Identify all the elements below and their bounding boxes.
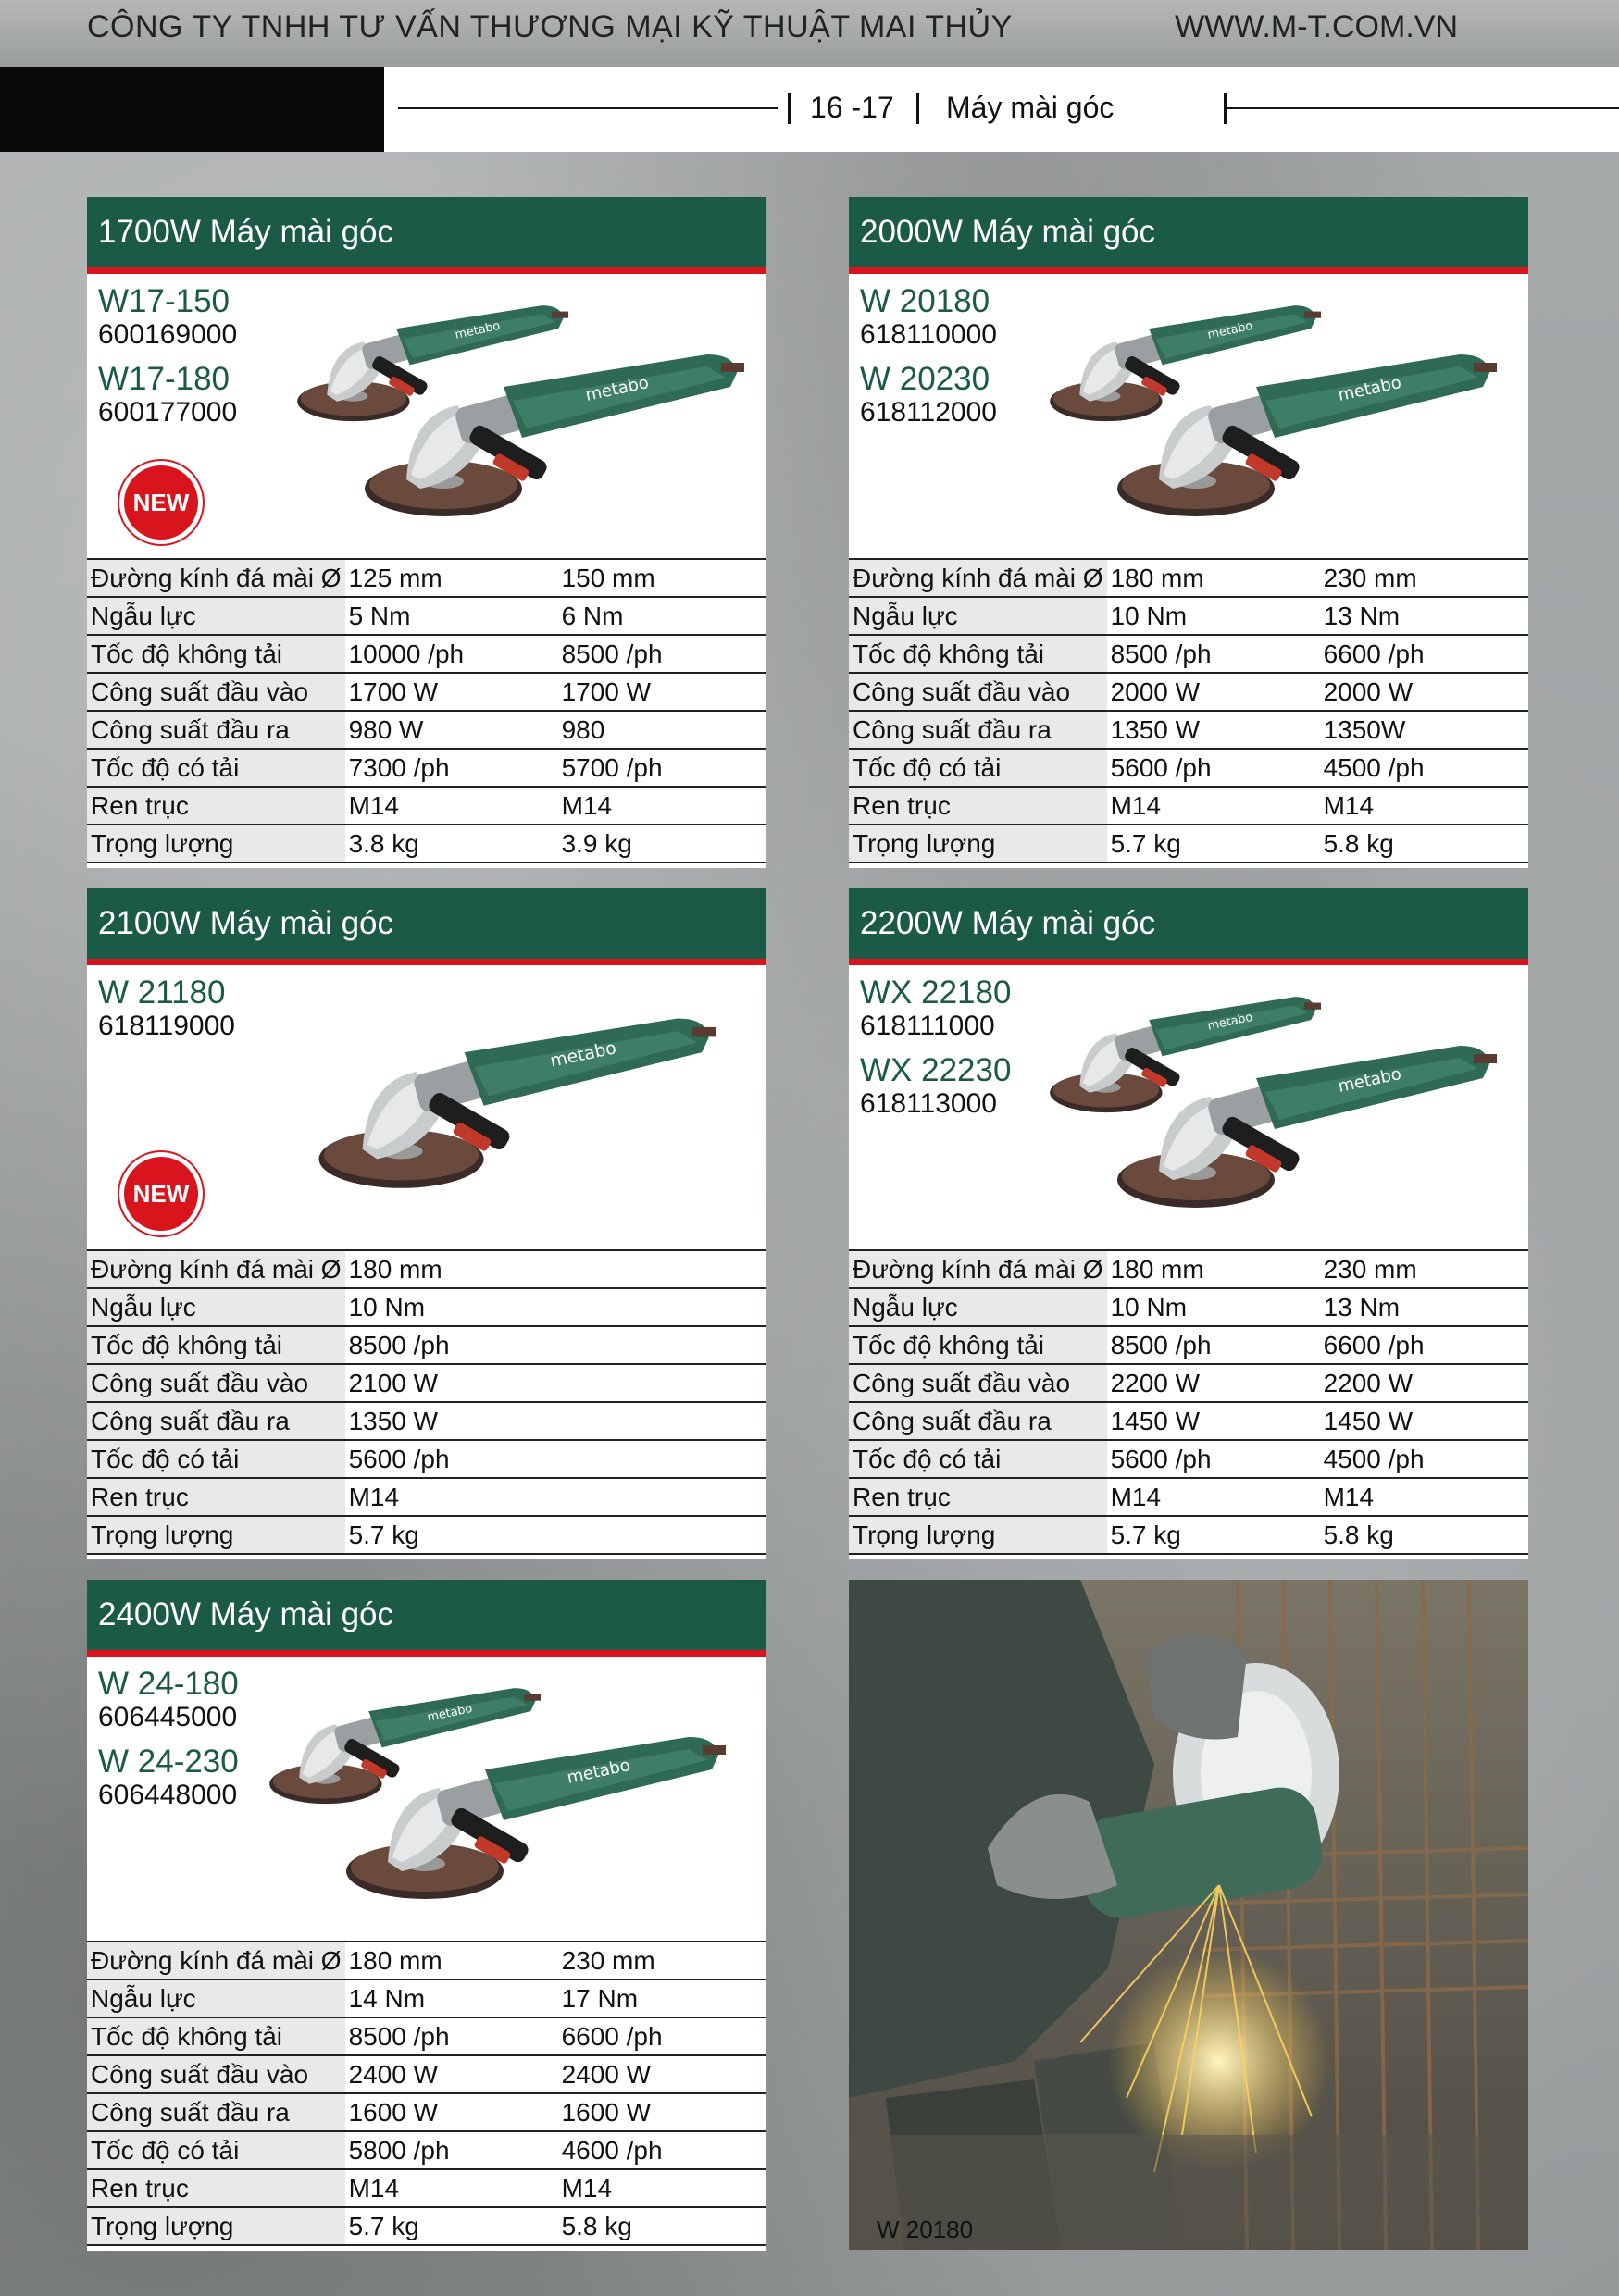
spec-row	[849, 1364, 1528, 1402]
spec-value: 1600 W	[345, 2093, 558, 2131]
product-panel-2200w	[849, 888, 1528, 1559]
model-code: 618113000	[860, 1088, 997, 1119]
spec-label: Trọng lượng	[849, 1516, 1107, 1554]
spec-label: Công suất đầu vào	[87, 1364, 345, 1402]
model-name: W 24-230	[98, 1744, 239, 1780]
spec-row	[849, 1288, 1528, 1326]
spec-value: 14 Nm	[345, 1980, 558, 2017]
spec-table	[849, 558, 1528, 863]
spec-value: 2100 W	[345, 1364, 558, 1402]
angle-grinder-image	[337, 1732, 726, 1917]
spec-row	[87, 597, 766, 635]
spec-value: 1350 W	[1107, 711, 1320, 749]
spec-row	[87, 1942, 766, 1980]
spec-label: Công suất đầu vào	[849, 1364, 1107, 1402]
spec-value: 180 mm	[345, 1250, 558, 1288]
spec-value: 5700 /ph	[558, 749, 766, 787]
spec-value: 13 Nm	[1320, 597, 1528, 635]
spec-value: 10000 /ph	[345, 635, 558, 673]
spec-value: 10 Nm	[1107, 597, 1320, 635]
spec-value: 1350 W	[345, 1402, 558, 1440]
spec-row	[87, 2169, 766, 2207]
spec-label: Công suất đầu ra	[849, 711, 1107, 749]
spec-value: 1450 W	[1107, 1402, 1320, 1440]
spec-value: 5600 /ph	[345, 1440, 558, 1478]
spec-value: 5.8 kg	[1320, 825, 1528, 863]
spec-label: Trọng lượng	[87, 2207, 345, 2245]
spec-value	[558, 1440, 766, 1478]
spec-row	[849, 635, 1528, 673]
model-name: W17-150	[98, 283, 230, 319]
product-panel-2000w	[849, 197, 1528, 868]
spec-label: Công suất đầu ra	[87, 2093, 345, 2131]
spec-value: M14	[558, 787, 766, 825]
spec-label: Trọng lượng	[87, 1516, 345, 1554]
spec-value: M14	[1107, 1478, 1320, 1516]
spec-value: 5.8 kg	[558, 2207, 766, 2245]
spec-value: 4600 /ph	[558, 2131, 766, 2169]
spec-label: Công suất đầu ra	[87, 1402, 345, 1440]
spec-value: 980	[558, 711, 766, 749]
spec-label: Ren trục	[849, 787, 1107, 825]
model-code: 600169000	[98, 319, 238, 350]
product-panel-1700w	[87, 197, 766, 868]
spec-value: 8500 /ph	[345, 2017, 558, 2055]
header-rule-right	[1227, 107, 1619, 109]
spec-label: Ngẫu lực	[87, 1288, 345, 1326]
spec-value: 10 Nm	[345, 1288, 558, 1326]
spec-label: Tốc độ có tải	[87, 749, 345, 787]
spec-row	[87, 1478, 766, 1516]
header-divider	[1224, 93, 1227, 124]
spec-value: 180 mm	[1107, 1250, 1320, 1288]
spec-value: 5.7 kg	[345, 1516, 558, 1554]
worker-photo	[849, 1580, 1528, 2250]
spec-label: Ren trục	[87, 787, 345, 825]
spec-label: Trọng lượng	[849, 825, 1107, 863]
spec-row	[87, 559, 766, 597]
model-list	[98, 284, 237, 440]
model-list	[860, 975, 1011, 1131]
panel-title: 2100W Máy mài góc	[87, 888, 766, 965]
spec-value: M14	[558, 2169, 766, 2207]
spec-value	[558, 1478, 766, 1516]
spec-row	[87, 1250, 766, 1288]
website-link[interactable]: WWW.M-T.COM.VN	[1175, 9, 1458, 44]
spec-label: Đường kính đá mài Ø	[849, 559, 1107, 597]
spec-label: Tốc độ không tải	[87, 1326, 345, 1364]
spec-value: 2200 W	[1320, 1364, 1528, 1402]
spec-value: 2200 W	[1107, 1364, 1320, 1402]
spec-row	[849, 1326, 1528, 1364]
spec-value: 2000 W	[1107, 673, 1320, 711]
spec-row	[849, 1478, 1528, 1516]
spec-value: 1700 W	[345, 673, 558, 711]
header-rule-left	[398, 107, 778, 109]
new-badge: NEW	[124, 1157, 198, 1231]
spec-row	[87, 1288, 766, 1326]
header-divider	[788, 93, 791, 124]
spec-label: Đường kính đá mài Ø	[87, 559, 345, 597]
spec-row	[849, 673, 1528, 711]
spec-label: Tốc độ có tải	[87, 2131, 345, 2169]
spec-row	[87, 2131, 766, 2169]
spec-label: Công suất đầu ra	[87, 711, 345, 749]
model-name: WX 22180	[860, 974, 1012, 1011]
spec-value: 1700 W	[558, 673, 766, 711]
spec-row	[849, 1516, 1528, 1554]
spec-value: 8500 /ph	[1107, 1326, 1320, 1364]
spec-value: 8500 /ph	[345, 1326, 558, 1364]
header-divider	[916, 93, 919, 124]
spec-value: 1450 W	[1320, 1402, 1528, 1440]
model-code: 618119000	[98, 1011, 235, 1041]
spec-row	[87, 711, 766, 749]
spec-value: 5.7 kg	[345, 2207, 558, 2245]
spec-row	[849, 1250, 1528, 1288]
spec-value: 2400 W	[345, 2055, 558, 2093]
panel-title: 2000W Máy mài góc	[849, 197, 1528, 274]
product-panel-2100w	[87, 888, 766, 1559]
spec-row	[87, 2017, 766, 2055]
spec-value: 13 Nm	[1320, 1288, 1528, 1326]
spec-value: 5800 /ph	[345, 2131, 558, 2169]
spec-row	[849, 787, 1528, 825]
spec-value: 6600 /ph	[1320, 635, 1528, 673]
spec-value: 3.9 kg	[558, 825, 766, 863]
spec-value	[558, 1326, 766, 1364]
spec-value	[558, 1288, 766, 1326]
model-list	[98, 1667, 239, 1822]
spec-row	[849, 559, 1528, 597]
spec-value: 5600 /ph	[1107, 749, 1320, 787]
spec-label: Tốc độ không tải	[87, 635, 345, 673]
spec-value: M14	[1320, 1478, 1528, 1516]
spec-value: 6600 /ph	[558, 2017, 766, 2055]
spec-row	[87, 787, 766, 825]
spec-value: M14	[345, 2169, 558, 2207]
company-name: CÔNG TY TNHH TƯ VẤN THƯƠNG MẠI KỸ THUẬT MAI THỦY	[87, 9, 1013, 44]
spec-row	[87, 2093, 766, 2131]
angle-grinder-image	[1108, 350, 1497, 535]
spec-value: 1350W	[1320, 711, 1528, 749]
spec-row	[87, 635, 766, 673]
spec-row	[87, 1402, 766, 1440]
spec-value: 5 Nm	[345, 597, 558, 635]
spec-value: 7300 /ph	[345, 749, 558, 787]
model-code: 600177000	[98, 397, 238, 428]
model-name: W 24-180	[98, 1666, 239, 1702]
spec-row	[87, 1326, 766, 1364]
spec-label: Trọng lượng	[87, 825, 345, 863]
angle-grinder-image	[309, 1009, 716, 1212]
spec-label: Công suất đầu vào	[87, 673, 345, 711]
spec-row	[849, 1402, 1528, 1440]
spec-row	[849, 1440, 1528, 1478]
model-code: 606445000	[98, 1702, 238, 1732]
photo-caption: W 20180	[877, 2215, 974, 2243]
model-name: WX 22230	[860, 1052, 1012, 1088]
spec-label: Ngẫu lực	[87, 1980, 345, 2017]
spec-value: 8500 /ph	[558, 635, 766, 673]
spec-value: 180 mm	[345, 1942, 558, 1980]
panel-title: 2200W Máy mài góc	[849, 888, 1528, 965]
spec-value: 2000 W	[1320, 673, 1528, 711]
spec-row	[87, 2207, 766, 2245]
spec-value	[558, 1402, 766, 1440]
spec-row	[87, 1364, 766, 1402]
spec-label: Ngẫu lực	[87, 597, 345, 635]
spec-table	[87, 1249, 766, 1555]
spec-value: 2400 W	[558, 2055, 766, 2093]
spec-value: M14	[1320, 787, 1528, 825]
spec-label: Tốc độ có tải	[849, 1440, 1107, 1478]
spec-row	[87, 749, 766, 787]
model-code: 618110000	[860, 319, 997, 350]
spec-value: 10 Nm	[1107, 1288, 1320, 1326]
model-code: 618111000	[860, 1011, 995, 1041]
spec-value: M14	[1107, 787, 1320, 825]
spec-value: 980 W	[345, 711, 558, 749]
spec-row	[849, 825, 1528, 863]
panel-title: 2400W Máy mài góc	[87, 1580, 766, 1657]
spec-value	[558, 1250, 766, 1288]
spec-value: 8500 /ph	[1107, 635, 1320, 673]
spec-value: 4500 /ph	[1320, 1440, 1528, 1478]
spec-label: Công suất đầu vào	[87, 2055, 345, 2093]
model-code: 618112000	[860, 397, 997, 428]
spec-label: Tốc độ không tải	[849, 1326, 1107, 1364]
spec-value: 6600 /ph	[1320, 1326, 1528, 1364]
spec-value	[558, 1516, 766, 1554]
spec-table	[87, 558, 766, 863]
spec-row	[87, 1516, 766, 1554]
spec-label: Ngẫu lực	[849, 1288, 1107, 1326]
worker-grinding-illustration	[849, 1580, 1528, 2250]
spec-row	[87, 1980, 766, 2017]
spec-value: 17 Nm	[558, 1980, 766, 2017]
panel-title: 1700W Máy mài góc	[87, 197, 766, 274]
spec-label: Tốc độ không tải	[849, 635, 1107, 673]
spec-label: Công suất đầu ra	[849, 1402, 1107, 1440]
spec-row	[87, 1440, 766, 1478]
spec-value: 5600 /ph	[1107, 1440, 1320, 1478]
spec-row	[87, 673, 766, 711]
spec-table	[87, 1941, 766, 2246]
angle-grinder-image	[355, 350, 744, 535]
spec-label: Ren trục	[87, 2169, 345, 2207]
spec-value: 5.7 kg	[1107, 1516, 1320, 1554]
new-badge: NEW	[124, 465, 198, 540]
spec-label: Tốc độ không tải	[87, 2017, 345, 2055]
model-name: W 21180	[98, 974, 226, 1011]
spec-row	[87, 825, 766, 863]
spec-label: Đường kính đá mài Ø	[87, 1250, 345, 1288]
spec-label: Tốc độ có tải	[849, 749, 1107, 787]
spec-row	[849, 711, 1528, 749]
spec-value: M14	[345, 1478, 558, 1516]
model-list	[860, 284, 997, 440]
spec-value	[558, 1364, 766, 1402]
angle-grinder-image	[1108, 1041, 1497, 1226]
spec-label: Đường kính đá mài Ø	[87, 1942, 345, 1980]
model-name: W 20230	[860, 361, 990, 397]
spec-row	[87, 2055, 766, 2093]
spec-label: Ngẫu lực	[849, 597, 1107, 635]
spec-value: 150 mm	[558, 559, 766, 597]
spec-label: Đường kính đá mài Ø	[849, 1250, 1107, 1288]
model-name: W 20180	[860, 283, 990, 319]
spec-value: 230 mm	[1320, 1250, 1528, 1288]
model-list	[98, 975, 235, 1053]
spec-label: Ren trục	[849, 1478, 1107, 1516]
spec-row	[849, 749, 1528, 787]
spec-label: Công suất đầu vào	[849, 673, 1107, 711]
spec-value: 5.7 kg	[1107, 825, 1320, 863]
spec-label: Tốc độ có tải	[87, 1440, 345, 1478]
section-title: Máy mài góc	[946, 91, 1115, 124]
spec-value: M14	[345, 787, 558, 825]
spec-value: 230 mm	[558, 1942, 766, 1980]
spec-value: 1600 W	[558, 2093, 766, 2131]
page-numbers: 16 -17	[810, 91, 894, 124]
spec-value: 3.8 kg	[345, 825, 558, 863]
spec-value: 180 mm	[1107, 559, 1320, 597]
spec-label: Ren trục	[87, 1478, 345, 1516]
spec-row	[849, 597, 1528, 635]
spec-value: 4500 /ph	[1320, 749, 1528, 787]
model-name: W17-180	[98, 361, 230, 397]
spec-value: 6 Nm	[558, 597, 766, 635]
product-panel-2400w	[87, 1580, 766, 2251]
header-black-block	[0, 67, 384, 152]
spec-value: 5.8 kg	[1320, 1516, 1528, 1554]
spec-value: 125 mm	[345, 559, 558, 597]
spec-table	[849, 1249, 1528, 1555]
model-code: 606448000	[98, 1780, 238, 1810]
spec-value: 230 mm	[1320, 559, 1528, 597]
